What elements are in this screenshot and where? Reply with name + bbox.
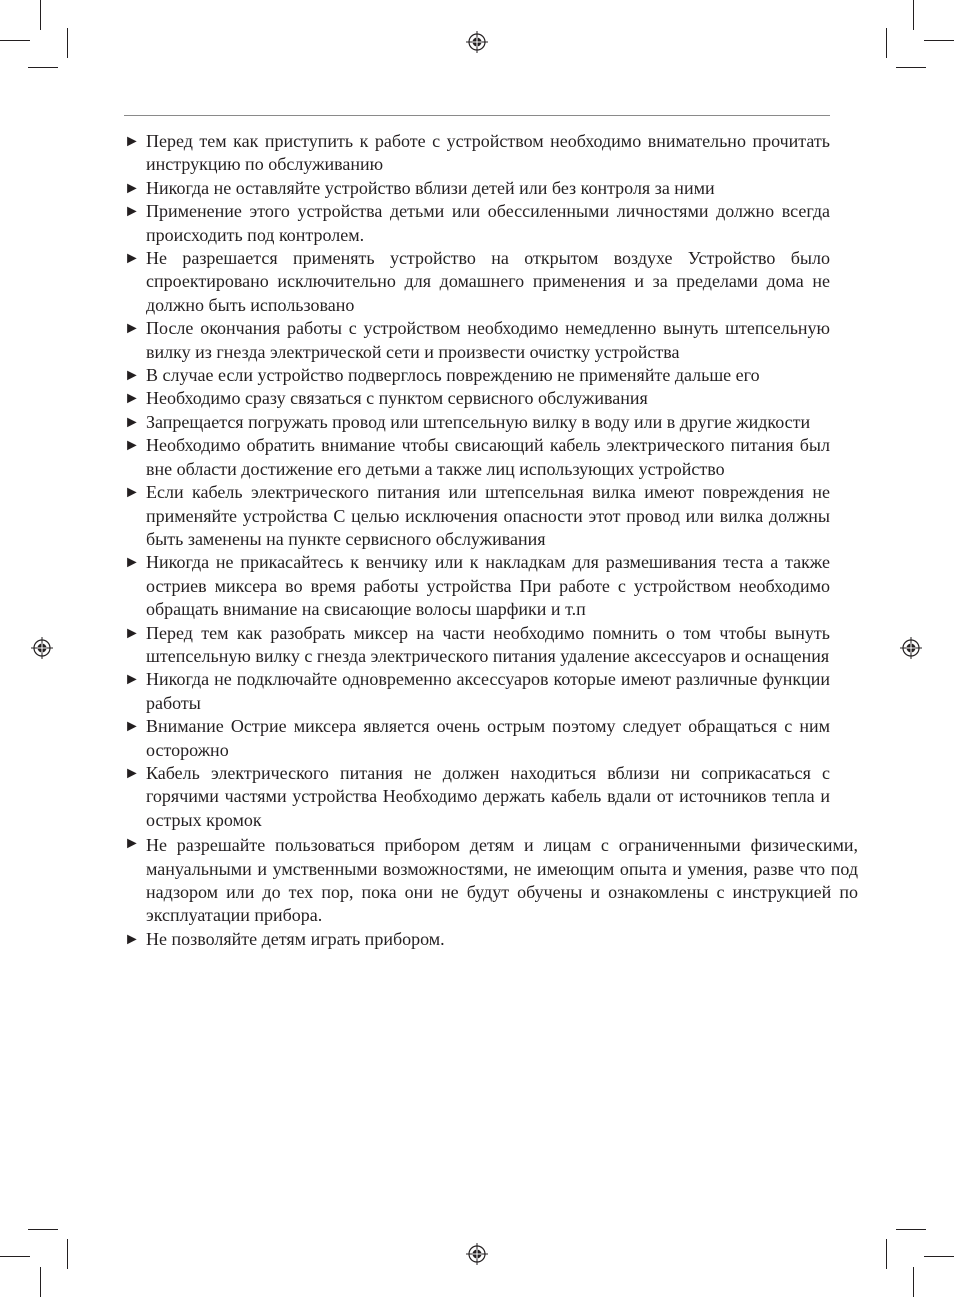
header-rule — [124, 115, 830, 116]
bullet-icon: ► — [124, 484, 140, 502]
item-text: Перед тем как приступить к работе с устройством необходимо внимательно прочитать инструкцию по обслуживанию — [146, 131, 830, 175]
bullet-icon: ► — [124, 203, 140, 221]
list-item — [124, 317, 830, 364]
safety-instructions-list — [124, 130, 858, 951]
bullet-icon: ► — [124, 413, 140, 431]
bullet-icon: ► — [124, 390, 140, 408]
registration-mark-icon — [900, 637, 922, 659]
item-text: В случае если устройство подверглось повреждению не применяйте дальше его — [146, 365, 760, 386]
item-text: Никогда не прикасайтесь к венчику или к накладкам для размешивания теста а также остриев миксера во время работы устройства При работе с устройством необходимо обращать внимание на свисающие волосы шарфики и т.п — [146, 552, 830, 620]
bullet-icon: ► — [124, 320, 140, 338]
list-item — [124, 200, 830, 247]
bullet-icon: ► — [124, 671, 140, 689]
crop-mark — [913, 1267, 914, 1297]
crop-mark — [886, 28, 887, 58]
bullet-icon: ► — [124, 179, 140, 197]
list-item — [124, 762, 830, 832]
item-text: Запрещается погружать провод или штепсельную вилку в воду или в другие жидкости — [146, 411, 811, 432]
item-text: Применение этого устройства детьми или обессиленными личностями должно всегда происходить под контролем. — [146, 201, 830, 245]
crop-mark — [913, 0, 914, 30]
bullet-icon: ► — [124, 437, 140, 455]
crop-mark — [896, 1229, 926, 1230]
bullet-icon: ► — [124, 718, 140, 736]
crop-mark — [40, 0, 41, 30]
registration-mark-icon — [466, 1243, 488, 1265]
bullet-icon: ► — [124, 624, 140, 642]
list-item — [124, 715, 830, 762]
bullet-icon: ► — [124, 930, 140, 948]
item-text: Необходимо обратить внимание чтобы свисающий кабель электрического питания был вне области достижение его детьми а также лиц использующих устройство — [146, 435, 830, 479]
crop-mark — [896, 67, 926, 68]
registration-mark-icon — [31, 637, 53, 659]
list-item — [124, 551, 830, 621]
crop-mark — [924, 1256, 954, 1257]
bullet-icon: ► — [124, 250, 140, 268]
item-text: После окончания работы с устройством необходимо немедленно вынуть штепсельную вилку из гнезда электрической сети и произвести очистку устройства — [146, 318, 830, 362]
list-item — [124, 481, 830, 551]
bullet-icon: ► — [124, 554, 140, 572]
crop-mark — [67, 1239, 68, 1269]
bullet-icon: ► — [124, 367, 140, 385]
list-item — [124, 130, 830, 177]
bullet-icon: ► — [124, 764, 140, 782]
item-text: Перед тем как разобрать миксер на части необходимо помнить о том чтобы вынуть штепсельную вилку с гнезда электрического питания удаление аксессуаров и оснащения — [146, 622, 830, 666]
list-item — [124, 364, 830, 387]
list-item — [124, 668, 830, 715]
crop-mark — [0, 1256, 30, 1257]
list-item — [124, 177, 830, 200]
item-text: Не разрешайте пользоваться прибором детям и лицам с ограниченными физическими, мануальными и умственными возможностями, не имеющим опыта и умения, разве что под надзором или до тех пор, пока они не будут обучены и ознакомлены с инструкцией по эксплуатации прибора. — [146, 835, 858, 926]
crop-mark — [28, 67, 58, 68]
bullet-icon: ► — [124, 133, 140, 150]
crop-mark — [40, 1267, 41, 1297]
item-text: Кабель электрического питания не должен находиться вблизи ни соприкасаться с горячими частями устройства Необходимо держать кабель вдали от источников тепла и острых кромок — [146, 762, 830, 830]
list-item — [124, 622, 830, 669]
item-text: Никогда не подключайте одновременно аксессуаров которые имеют различные функции работы — [146, 669, 830, 713]
item-text: Не разрешается применять устройство на открытом воздухе Устройство было спроектировано исключительно для домашнего применения и за пределами дома не должно быть использовано — [146, 248, 830, 315]
list-item — [124, 832, 858, 928]
crop-mark — [28, 1229, 58, 1230]
list-item — [124, 387, 830, 410]
list-item — [124, 928, 830, 951]
crop-mark — [67, 28, 68, 58]
list-item — [124, 411, 830, 434]
item-text: Не позволяйте детям играть прибором. — [146, 928, 445, 949]
list-item — [124, 247, 830, 317]
crop-mark — [924, 40, 954, 41]
registration-mark-icon — [466, 31, 488, 53]
item-text: Если кабель электрического питания или штепсельная вилка имеют повреждения не применяйте устройства С целью исключения опасности этот провод или вилка должны быть заменены на пункте сервисного обслуживания — [146, 482, 830, 549]
crop-mark — [886, 1239, 887, 1269]
item-text: Внимание Острие миксера является очень острым поэтому следует обращаться с ним осторожно — [146, 716, 830, 760]
bullet-icon: ► — [124, 835, 140, 853]
item-text: Необходимо сразу связаться с пунктом сервисного обслуживания — [146, 388, 648, 409]
crop-mark — [0, 40, 30, 41]
list-item — [124, 434, 830, 481]
item-text: Никогда не оставляйте устройство вблизи детей или без контроля за ними — [146, 177, 715, 198]
